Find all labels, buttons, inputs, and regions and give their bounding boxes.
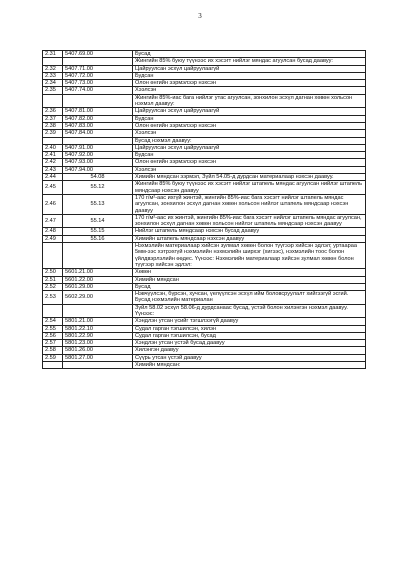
table-row: [43, 152, 366, 159]
table-row: [43, 65, 366, 72]
row-number-cell: 2.34: [43, 80, 63, 87]
hs-code-cell: 5407.82.00: [63, 115, 133, 122]
description-cell: Хэндлэн утсан үсийг тэгшлээгүй даавуу: [133, 318, 366, 325]
row-number-cell: 2.50: [43, 269, 63, 276]
row-number-cell: 2.49: [43, 235, 63, 242]
table-row: [43, 214, 366, 228]
description-cell: 170 г/м²-аас ихгүй жинтэй, жингийн 85%-иас бага хэсэгт нийлэг штапель мяндас агуулсан, зонхилон эсхүл дагнан хөвөн хольсон нийлэг штапель мяндсаар нэхсэн даавуу: [133, 194, 366, 214]
row-number-cell: [43, 58, 63, 65]
description-cell: Зүйл 58.02 эсхүл 58.06-д дурдсанаас бусад, үстэй болон хилэнгэн нэхмэл даавуу. Үүнээс:: [133, 304, 366, 318]
hs-code-cell: 5602.29.00: [63, 291, 133, 305]
row-number-cell: 2.56: [43, 332, 63, 339]
row-number-cell: 2.40: [43, 144, 63, 151]
row-number-cell: 2.41: [43, 152, 63, 159]
hs-code-cell: [63, 243, 133, 269]
row-number-cell: [43, 362, 63, 369]
table-row: [43, 144, 366, 151]
hs-code-cell: 55.14: [63, 214, 133, 228]
hs-code-cell: 5407.74.00: [63, 87, 133, 94]
table-row: [43, 276, 366, 283]
row-number-cell: 2.45: [43, 181, 63, 195]
row-number-cell: 2.35: [43, 87, 63, 94]
row-number-cell: [43, 243, 63, 269]
hs-code-cell: 5407.94.00: [63, 166, 133, 173]
description-cell: Хээлсэн: [133, 87, 366, 94]
description-cell: Хээлсэн: [133, 166, 366, 173]
description-cell: Судал гарган тэгшилсэн, бусад: [133, 332, 366, 339]
table-row: [43, 51, 366, 58]
hs-code-cell: 5407.69.00: [63, 51, 133, 58]
hs-code-cell: 55.13: [63, 194, 133, 214]
table-row: [43, 283, 366, 290]
description-cell: Нэвчүүлсэн, бүрсэн, хучсан, үелүүлсэн эсхүл ийм боловсруулалт хийгээгүй эсгий. Бусад нэхмэлийн материалан: [133, 291, 366, 305]
row-number-cell: 2.43: [43, 166, 63, 173]
table-row: [43, 318, 366, 325]
hs-code-cell: 5407.71.00: [63, 65, 133, 72]
description-cell: Химийн мяндсан:: [133, 362, 366, 369]
table-row: [43, 108, 366, 115]
description-cell: Хилэнгэн даавуу: [133, 347, 366, 354]
table-row: [43, 115, 366, 122]
table-row: [43, 58, 366, 65]
hs-code-cell: 55.12: [63, 181, 133, 195]
description-cell: Бусад: [133, 283, 366, 290]
hs-code-cell: 5801.27.00: [63, 354, 133, 361]
table-row: [43, 325, 366, 332]
tariff-table-body: [43, 51, 366, 369]
table-row: [43, 194, 366, 214]
hs-code-cell: [63, 58, 133, 65]
table-row: [43, 80, 366, 87]
hs-code-cell: 5601.29.00: [63, 283, 133, 290]
description-cell: Цайруулсан эсхүл цайруулаагүй: [133, 144, 366, 151]
hs-code-cell: 5407.92.00: [63, 152, 133, 159]
hs-code-cell: 5601.22.00: [63, 276, 133, 283]
row-number-cell: 2.52: [43, 283, 63, 290]
table-row: [43, 304, 366, 318]
description-cell: Химийн мяндсан: [133, 276, 366, 283]
table-row: [43, 181, 366, 195]
table-row: [43, 228, 366, 235]
row-number-cell: 2.32: [43, 65, 63, 72]
table-row: [43, 354, 366, 361]
hs-code-cell: 5801.22.10: [63, 325, 133, 332]
table-row: [43, 235, 366, 242]
tariff-table: [42, 50, 366, 369]
hs-code-cell: [63, 137, 133, 144]
hs-code-cell: 5407.81.00: [63, 108, 133, 115]
row-number-cell: 2.33: [43, 72, 63, 79]
hs-code-cell: 5407.72.00: [63, 72, 133, 79]
hs-code-cell: 5801.22.90: [63, 332, 133, 339]
description-cell: Нэхмэлийн материалаар хийсэн зулмал хөвөн болон түүгээр хийсэн эдлэл; уртаараа 5мм-ээс хэтрэхгүй нэхмэлийн нэхмэлийн ширхэг (хигээс), нэхмэлийн тоос болон үйлдвэрлэлийн өөдес. Үүнээс: Нэхмэлийн материалаар хийсэн зулмал хөвөн болон түүгээр хийсэн эдлэл:: [133, 243, 366, 269]
description-cell: Жингийн 85% буюу түүнээс их хэсэгт нийлэг мяндас агуулсан бусад даавуу:: [133, 58, 366, 65]
description-cell: Хэндлэн утсан үстэй бусад даавуу: [133, 340, 366, 347]
description-cell: Химийн мяндсан ээрмэл, Зүйл 54.05-д дурдсан материалаар нэхсэн даавуу.: [133, 174, 366, 181]
description-cell: Бусад: [133, 51, 366, 58]
description-cell: Химийн штапель мяндсаар нэхсэн даавуу: [133, 235, 366, 242]
page-number: 3: [198, 12, 202, 20]
description-cell: Нийлэг штапель мяндсаар нэхсэн бусад даавуу: [133, 228, 366, 235]
table-row: [43, 87, 366, 94]
description-cell: Хээлсэн: [133, 130, 366, 137]
hs-code-cell: 5407.73.00: [63, 80, 133, 87]
table-row: [43, 72, 366, 79]
row-number-cell: 2.39: [43, 130, 63, 137]
row-number-cell: [43, 137, 63, 144]
description-cell: Будсан: [133, 152, 366, 159]
row-number-cell: 2.54: [43, 318, 63, 325]
row-number-cell: 2.57: [43, 340, 63, 347]
hs-code-cell: [63, 94, 133, 108]
row-number-cell: 2.38: [43, 122, 63, 129]
description-cell: Судал гарган тэгшилсэн, хилэн: [133, 325, 366, 332]
row-number-cell: 2.31: [43, 51, 63, 58]
table-row: [43, 291, 366, 305]
row-number-cell: 2.53: [43, 291, 63, 305]
table-row: [43, 159, 366, 166]
description-cell: Жингийн 85%-иас бага нийлэг утас агуулсан, зонхилон эсхүл дагнан хөвөн хольсон нэхмэл даавуу:: [133, 94, 366, 108]
table-row: [43, 166, 366, 173]
table-row: [43, 137, 366, 144]
hs-code-cell: 5407.84.00: [63, 130, 133, 137]
description-cell: Будсан: [133, 115, 366, 122]
hs-code-cell: 5407.91.00: [63, 144, 133, 151]
table-row: [43, 174, 366, 181]
table-row: [43, 362, 366, 369]
row-number-cell: [43, 304, 63, 318]
row-number-cell: 2.42: [43, 159, 63, 166]
row-number-cell: 2.51: [43, 276, 63, 283]
row-number-cell: 2.58: [43, 347, 63, 354]
row-number-cell: 2.48: [43, 228, 63, 235]
hs-code-cell: 5801.26.00: [63, 347, 133, 354]
hs-code-cell: [63, 362, 133, 369]
table-row: [43, 130, 366, 137]
description-cell: Цайруулсан эсхүл цайруулаагүй: [133, 108, 366, 115]
table-row: [43, 340, 366, 347]
description-cell: Жингийн 85% буюу түүнээс их хэсэгт нийлэг штапель мяндас агуулсан нийлэг штапель мяндсаар нэхсэн даавуу: [133, 181, 366, 195]
table-row: [43, 122, 366, 129]
row-number-cell: 2.59: [43, 354, 63, 361]
hs-code-cell: 55.15: [63, 228, 133, 235]
row-number-cell: 2.37: [43, 115, 63, 122]
description-cell: Олон өнгийн ээрмэлээр нэхсэн: [133, 122, 366, 129]
hs-code-cell: 5407.83.00: [63, 122, 133, 129]
hs-code-cell: [63, 304, 133, 318]
description-cell: Олон өнгийн ээрмэлээр нэхсэн: [133, 80, 366, 87]
row-number-cell: 2.46: [43, 194, 63, 214]
row-number-cell: 2.55: [43, 325, 63, 332]
row-number-cell: 2.44: [43, 174, 63, 181]
description-cell: Будсан: [133, 72, 366, 79]
description-cell: 170 г/м²-аас их жинтэй, жингийн 85%-иас бага хэсэгт нийлэг штапель мяндас агуулсан, зонхилон эсхүл дагнан хөвөн хольсон нийлэг штапель мяндсаар нэхсэн даавуу: [133, 214, 366, 228]
table-row: [43, 94, 366, 108]
description-cell: Олон өнгийн ээрмэлээр нэхсэн: [133, 159, 366, 166]
hs-code-cell: 5601.21.00: [63, 269, 133, 276]
hs-code-cell: 55.16: [63, 235, 133, 242]
hs-code-cell: 5801.23.00: [63, 340, 133, 347]
description-cell: Сүүрь утсан үстэй даавуу: [133, 354, 366, 361]
table-row: [43, 347, 366, 354]
row-number-cell: 2.36: [43, 108, 63, 115]
row-number-cell: [43, 94, 63, 108]
hs-code-cell: 5407.93.00: [63, 159, 133, 166]
table-row: [43, 269, 366, 276]
description-cell: Хөвөн: [133, 269, 366, 276]
table-row: [43, 332, 366, 339]
row-number-cell: 2.47: [43, 214, 63, 228]
description-cell: Бусад нэхмэл даавуу:: [133, 137, 366, 144]
table-row: [43, 243, 366, 269]
description-cell: Цайруулсан эсхүл цайруулаагүй: [133, 65, 366, 72]
hs-code-cell: 5801.21.00: [63, 318, 133, 325]
hs-code-cell: 54.08: [63, 174, 133, 181]
